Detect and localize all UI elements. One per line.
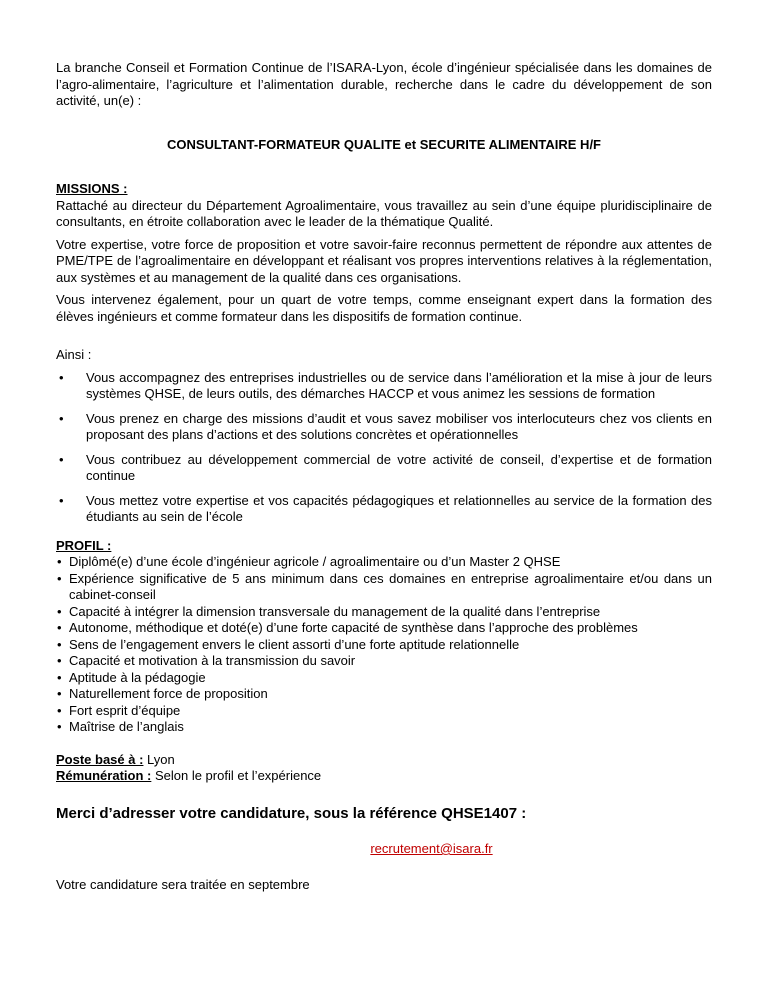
- list-item: [56, 620, 712, 637]
- footer-note: Votre candidature sera traitée en septembre: [56, 876, 310, 892]
- poste-label: Poste basé à :: [56, 751, 144, 767]
- missions-paragraph: Votre expertise, votre force de proposition et votre savoir-faire reconnus permettent de répondre aux attentes de PME/TPE de l’agroalimentaire en développant et réalisant vos propres interventions relatives à la réglementation, aux systèmes et au management de la qualité dans ces organisations.: [56, 236, 712, 285]
- bullet-icon: •: [57, 636, 62, 652]
- list-item-text: Fort esprit d’équipe: [69, 702, 181, 718]
- list-item-text: Sens de l’engagement envers le client assorti d’une forte aptitude relationnelle: [69, 636, 520, 652]
- bullet-icon: •: [57, 570, 62, 586]
- list-item-text: Autonome, méthodique et doté(e) d’une forte capacité de synthèse dans l’approche des problèmes: [69, 620, 638, 635]
- bullet-icon: •: [59, 369, 64, 385]
- list-item-text: Capacité à intégrer la dimension transversale du management de la qualité dans l’entreprise: [69, 603, 601, 619]
- remuneration-label: Rémunération :: [56, 768, 152, 783]
- list-item: [56, 703, 712, 720]
- job-title: CONSULTANT-FORMATEUR QUALITE et SECURITE ALIMENTAIRE H/F: [166, 136, 602, 152]
- poste-line: [56, 752, 712, 769]
- missions-paragraph: Rattaché au directeur du Département Agroalimentaire, vous travaillez au sein d’une équipe pluridisciplinaire de consultants, en étroite collaboration avec le leader de la thématique Qualité.: [56, 197, 712, 229]
- list-item: [56, 653, 712, 670]
- list-item: [56, 604, 712, 621]
- list-item: [56, 411, 712, 444]
- list-item: [56, 554, 712, 571]
- bullet-icon: •: [57, 669, 62, 685]
- profil-heading: PROFIL :: [56, 537, 112, 553]
- list-item: [56, 571, 712, 604]
- list-item: [56, 719, 712, 736]
- list-item-text: Naturellement force de proposition: [69, 686, 268, 701]
- list-item: [56, 493, 712, 526]
- bullet-icon: •: [57, 686, 62, 701]
- list-item-text: Vous mettez votre expertise et vos capacités pédagogiques et relationnelles au service de la formation des étudiants au sein de l’école: [86, 492, 712, 524]
- bullet-icon: •: [57, 620, 62, 635]
- list-item: [56, 370, 712, 403]
- missions-list: [56, 370, 712, 526]
- job-posting-document: [56, 60, 712, 893]
- poste-value: Lyon: [143, 751, 175, 767]
- remuneration-line: [56, 768, 712, 785]
- list-item: [56, 637, 712, 654]
- intro-paragraph: La branche Conseil et Formation Continue de l’ISARA-Lyon, école d’ingénieur spécialisée dans les domaines de l’agro-alimentaire, l’agriculture et l’alimentation durable, recherche dans le cadre du développement de son activité, un(e) :: [56, 60, 712, 108]
- bullet-icon: •: [57, 702, 62, 718]
- list-item-text: Vous contribuez au développement commercial de votre activité de conseil, d’expertise et de formation continue: [86, 451, 712, 483]
- list-item-text: Vous accompagnez des entreprises industrielles ou de service dans l’amélioration et la mise à jour de leurs systèmes QHSE, de leurs outils, des démarches HACCP et vous animez les sessions de formation: [86, 369, 712, 401]
- list-item: [56, 452, 712, 485]
- missions-paragraph: Vous intervenez également, pour un quart de votre temps, comme enseignant expert dans la formation des élèves ingénieurs et comme formateur dans les dispositifs de formation continue.: [56, 292, 712, 324]
- remuneration-value: Selon le profil et l’expérience: [151, 768, 322, 783]
- list-item-text: Aptitude à la pédagogie: [69, 669, 206, 685]
- bullet-icon: •: [59, 451, 64, 467]
- bullet-icon: •: [57, 653, 62, 668]
- list-item-text: Diplômé(e) d’une école d’ingénieur agricole / agroalimentaire ou d’un Master 2 QHSE: [69, 554, 561, 569]
- bullet-icon: •: [57, 603, 62, 619]
- email-link[interactable]: recrutement@isara.fr: [370, 841, 493, 856]
- application-cta: Merci d’adresser votre candidature, sous la référence QHSE1407 :: [56, 804, 527, 822]
- list-item-text: Vous prenez en charge des missions d’audit et vous savez mobiliser vos interlocuteurs chez vos clients en proposant des plans d’actions et des solutions concrètes et opérationnelles: [86, 410, 712, 442]
- bullet-icon: •: [57, 719, 62, 734]
- list-item-text: Capacité et motivation à la transmission du savoir: [69, 653, 356, 668]
- bullet-icon: •: [59, 492, 64, 508]
- list-item: [56, 670, 712, 687]
- list-item-text: Expérience significative de 5 ans minimum dans ces domaines en entreprise agroalimentaire et/ou dans un cabinet-conseil: [69, 570, 712, 602]
- ainsi-label: Ainsi :: [56, 347, 92, 362]
- list-item: [56, 686, 712, 703]
- bullet-icon: •: [57, 554, 62, 569]
- profil-list: [56, 554, 712, 736]
- email-line: [56, 841, 712, 858]
- list-item-text: Maîtrise de l’anglais: [69, 719, 184, 734]
- bullet-icon: •: [59, 410, 64, 426]
- missions-heading: MISSIONS :: [56, 181, 128, 196]
